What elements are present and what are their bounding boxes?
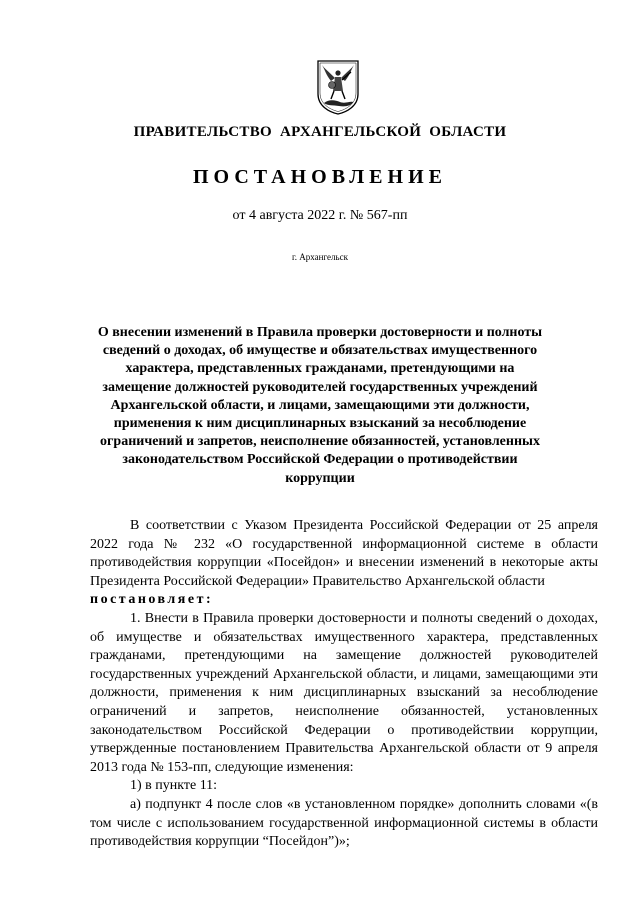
archangel-michael-coat-of-arms-icon: [315, 58, 361, 116]
government-name: ПРАВИТЕЛЬСТВО АРХАНГЕЛЬСКОЙ ОБЛАСТИ: [133, 124, 507, 140]
city-name: г. Архангельск: [292, 252, 348, 262]
item-1-text: 1. Внести в Правила проверки достоверности и полноты сведений о доходах, об имуществе и обязательствах имущественного характера, представленных гражданами, претендующими на замещение должностей руководителей государственных учреждений Архангельской области, и лицами, замещающими эти должности, применения к ним дисциплинарных взысканий за несоблюдение ограничений и запретов, неисполнение обязанностей, установленных законодательством Российской Федерации о противодействии коррупции, утвержденные постановлением Правительства Архангельской области от 9 апреля 2013 года № 153-пп, следующие изменения:: [90, 610, 598, 775]
coat-of-arms-emblem: [315, 58, 361, 116]
item-1-paragraph: [90, 610, 598, 777]
preamble-text: В соответствии с Указом Президента Российской Федерации от 25 апреля 2022 года № 232 «О государственной информационной системе в области противодействия коррупции «Посейдон» и внесении изменений в некоторые акты Президента Российской Федерации» Правительство Архангельской области: [90, 518, 598, 589]
document-type: ПОСТАНОВЛЕНИЕ: [193, 166, 447, 188]
document-body: [90, 517, 598, 852]
item-1-1-text: 1) в пункте 11:: [130, 778, 218, 794]
resolves-colon: :: [205, 592, 211, 608]
resolves-word: постановляет: [90, 592, 206, 608]
resolves-paragraph: [90, 591, 598, 610]
date-and-number: от 4 августа 2022 г. № 567-пп: [232, 208, 408, 223]
item-1-1a-text: а) подпункт 4 после слов «в установленном порядке» дополнить словами «(в том числе с использованием государственной информационной системы в области противодействия коррупции “Посейдон”)»;: [90, 796, 598, 850]
item-1-1-paragraph: [90, 777, 598, 796]
item-1-1a-paragraph: [90, 796, 598, 852]
document-title: О внесении изменений в Правила проверки достоверности и полноты сведений о доходах, об имуществе и обязательствах имущественного характера, представленных гражданами, претендующими на замещение должностей руководителей государственных учреждений Архангельской области, и лицами, замещающими эти должности, применения к ним дисциплинарных взысканий за несоблюдение ограничений и запретов, неисполнение обязанностей, установленных законодательством Российской Федерации о противодействии коррупции: [97, 325, 543, 486]
preamble-paragraph: [90, 517, 598, 591]
